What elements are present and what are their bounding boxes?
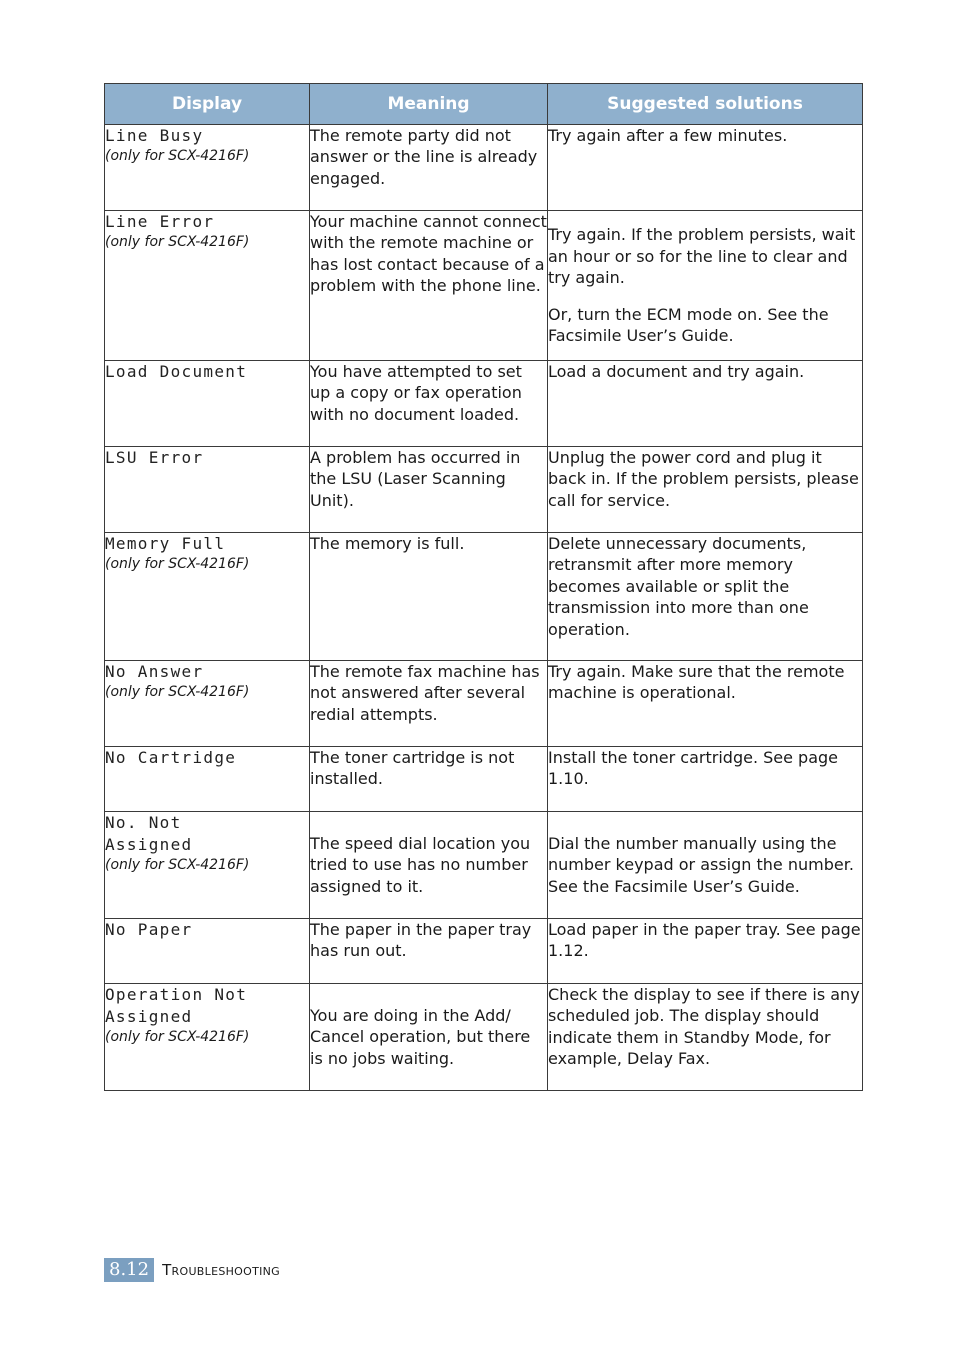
solution-cell — [548, 919, 863, 984]
display-cell — [105, 812, 310, 919]
display-cell — [105, 661, 310, 747]
meaning-text: The memory is full. — [310, 534, 465, 553]
table-row — [105, 812, 863, 919]
table-row — [105, 211, 863, 361]
display-message: Load Document — [105, 362, 248, 381]
solution-text: Dial the number manually using the number keypad or assign the number. See the Facsimile User’s Guide. — [548, 833, 854, 896]
meaning-cell — [310, 125, 548, 211]
display-cell — [105, 533, 310, 661]
header-meaning: Meaning — [310, 84, 548, 125]
display-cell — [105, 747, 310, 812]
table-row — [105, 533, 863, 661]
section-title: Troubleshooting — [162, 1261, 281, 1279]
model-note: (only for SCX-4216F) — [105, 148, 250, 164]
header-suggested-solutions: Suggested solutions — [548, 84, 863, 125]
display-message: No Answer — [105, 662, 204, 681]
table-header-row — [105, 84, 863, 125]
meaning-text: You are doing in the Add/ Cancel operation, but there is no jobs waiting. — [310, 1005, 531, 1068]
solution-text: Load paper in the paper tray. See page 1.12. — [548, 920, 861, 961]
meaning-cell — [310, 919, 548, 984]
display-cell — [105, 361, 310, 447]
display-message: No Paper — [105, 920, 193, 939]
meaning-text: The speed dial location you tried to use has no number assigned to it. — [310, 833, 531, 896]
display-message: Line Error — [105, 212, 215, 231]
display-message: Memory Full — [105, 534, 226, 553]
meaning-cell — [310, 533, 548, 661]
solution-text: Or, turn the ECM mode on. See the Facsimile User’s Guide. — [548, 304, 829, 346]
model-note: (only for SCX-4216F) — [105, 1029, 250, 1045]
meaning-cell — [310, 661, 548, 747]
meaning-cell — [310, 447, 548, 533]
display-cell — [105, 447, 310, 533]
page-footer — [104, 1258, 280, 1282]
table-row — [105, 447, 863, 533]
meaning-text: Your machine cannot connect with the remote machine or has lost contact because of a problem with the phone line. — [310, 212, 547, 296]
table-row — [105, 747, 863, 812]
display-message: No. Not Assigned — [105, 813, 193, 854]
meaning-cell — [310, 211, 548, 361]
solution-cell — [548, 533, 863, 661]
meaning-cell — [310, 812, 548, 919]
meaning-text: The remote fax machine has not answered after several redial attempts. — [310, 662, 540, 724]
table-row — [105, 661, 863, 747]
model-note: (only for SCX-4216F) — [105, 684, 250, 700]
solution-cell — [548, 984, 863, 1091]
meaning-cell — [310, 361, 548, 447]
solution-cell — [548, 361, 863, 447]
solution-text: Try again. Make sure that the remote machine is operational. — [548, 662, 845, 703]
meaning-text: The toner cartridge is not installed. — [310, 748, 515, 789]
troubleshooting-table — [104, 83, 863, 1091]
solution-cell — [548, 211, 863, 361]
display-cell — [105, 125, 310, 211]
display-message: No Cartridge — [105, 748, 237, 767]
solution-cell — [548, 747, 863, 812]
meaning-cell — [310, 747, 548, 812]
solution-text: Try again after a few minutes. — [548, 126, 788, 145]
meaning-cell — [310, 984, 548, 1091]
solution-cell — [548, 661, 863, 747]
model-note: (only for SCX-4216F) — [105, 234, 250, 250]
display-cell — [105, 919, 310, 984]
solution-cell — [548, 447, 863, 533]
solution-text: Delete unnecessary documents, retransmit after more memory becomes available or split the transmission into more than one operation. — [548, 534, 809, 639]
solution-cell — [548, 125, 863, 211]
solution-text: Install the toner cartridge. See page 1.10. — [548, 748, 838, 789]
table-row — [105, 919, 863, 984]
display-message: Operation Not Assigned — [105, 985, 248, 1026]
display-message: Line Busy — [105, 126, 204, 145]
solution-text: Unplug the power cord and plug it back in. If the problem persists, please call for service. — [548, 448, 859, 510]
display-cell — [105, 984, 310, 1091]
meaning-text: The paper in the paper tray has run out. — [310, 920, 532, 961]
page-number: 8.12 — [104, 1258, 154, 1282]
solution-text: Check the display to see if there is any scheduled job. The display should indicate them in Standby Mode, for example, Delay Fax. — [548, 985, 860, 1069]
solution-text: Load a document and try again. — [548, 362, 805, 381]
display-message: LSU Error — [105, 448, 204, 467]
model-note: (only for SCX-4216F) — [105, 556, 250, 572]
table-row — [105, 125, 863, 211]
header-display: Display — [105, 84, 310, 125]
meaning-text: A problem has occurred in the LSU (Laser Scanning Unit). — [310, 448, 521, 510]
meaning-text: The remote party did not answer or the line is already engaged. — [310, 126, 538, 188]
display-cell — [105, 211, 310, 361]
meaning-text: You have attempted to set up a copy or fax operation with no document loaded. — [310, 362, 522, 424]
solution-cell — [548, 812, 863, 919]
table-row — [105, 984, 863, 1091]
solution-text: Try again. If the problem persists, wait an hour or so for the line to clear and try again. — [548, 225, 856, 288]
model-note: (only for SCX-4216F) — [105, 857, 250, 873]
table-row — [105, 361, 863, 447]
